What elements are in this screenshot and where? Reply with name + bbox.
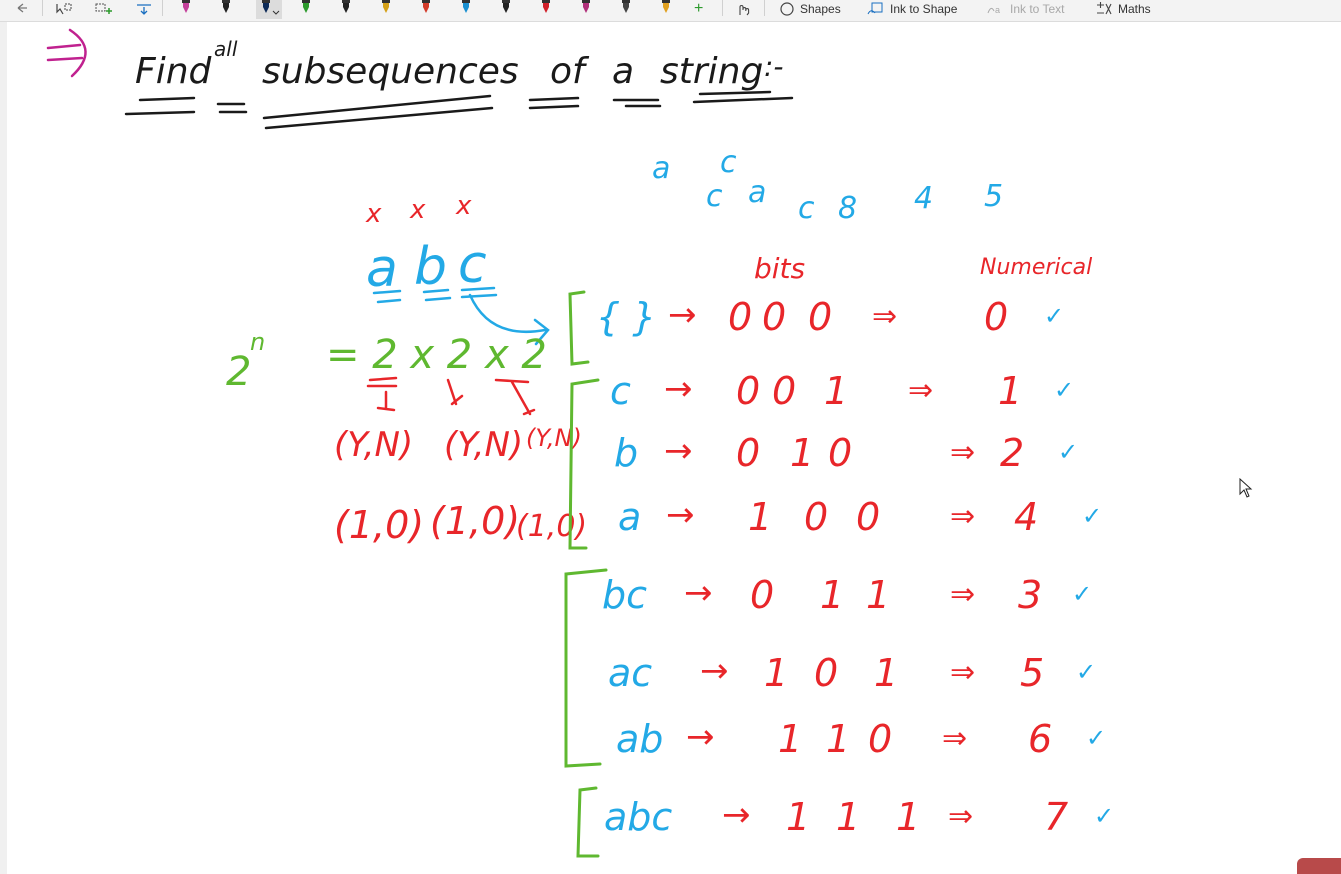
add-space-button[interactable] (94, 0, 116, 18)
svg-text:a: a (995, 5, 1001, 15)
row-subsequence: abc (604, 795, 673, 839)
row-bit: 0 (736, 369, 761, 413)
row-bit: 1 (874, 651, 899, 695)
pen-icon (336, 0, 362, 19)
row-numerical: 7 (1044, 795, 1069, 839)
input-char-c: c (458, 235, 487, 295)
bit-choice-label: (1,0) (334, 503, 425, 547)
presenter-thumbnail (1297, 858, 1341, 874)
row-bit: 1 (820, 573, 845, 617)
ink-to-shape-button[interactable]: Ink to Shape (866, 0, 957, 18)
formula-rhs: = 2 x 2 x 2 (326, 332, 547, 378)
table-row (616, 717, 1106, 761)
pen-3-button[interactable] (256, 0, 282, 18)
row-double-arrow: ⇒ (950, 577, 976, 612)
row-check-icon: ✓ (1082, 502, 1103, 530)
scribble-char: 4 (914, 181, 934, 216)
scribble-char: c (798, 191, 815, 226)
subsequence-table (596, 295, 1114, 839)
row-arrow: → (722, 795, 751, 835)
lasso-select-button[interactable] (54, 0, 74, 18)
insert-space-icon (134, 1, 154, 17)
scribble-char: 8 (838, 191, 858, 226)
cross-mark: x (366, 199, 382, 229)
lasso-select-icon (54, 1, 74, 17)
row-check-icon: ✓ (1086, 724, 1107, 752)
row-check-icon: ✓ (1094, 802, 1115, 830)
row-bit: 0 (814, 651, 839, 695)
pen-13-button[interactable] (656, 0, 682, 18)
scribble-char: a (748, 175, 767, 210)
hand-touch-icon (734, 1, 752, 17)
crosses (365, 191, 472, 229)
pen-2-button[interactable] (216, 0, 242, 18)
row-bit: 1 (896, 795, 921, 839)
add-space-icon (94, 1, 116, 17)
row-double-arrow: ⇒ (950, 499, 976, 534)
input-char-b: b (414, 237, 448, 297)
scribble-char: 5 (984, 179, 1004, 214)
title-underlines (126, 92, 792, 128)
row-bit: 1 (748, 495, 773, 539)
row-bit: 1 (786, 795, 811, 839)
pen-icon (376, 0, 402, 19)
insert-space-button[interactable] (134, 0, 154, 18)
row-double-arrow: ⇒ (942, 721, 968, 756)
group-brackets (566, 292, 606, 856)
undo-button[interactable] (14, 0, 30, 18)
row-arrow: → (666, 495, 695, 535)
row-bit: 0 (808, 295, 833, 339)
row-arrow: → (684, 573, 713, 613)
table-row (596, 295, 1064, 339)
row-numerical: 4 (1014, 495, 1039, 539)
maths-button[interactable]: Maths (1094, 0, 1151, 18)
pen-icon (536, 0, 562, 19)
row-subsequence: c (610, 369, 631, 413)
row-subsequence: b (614, 431, 639, 475)
row-bit: 0 (762, 295, 787, 339)
formula-pointers (368, 378, 534, 414)
row-subsequence: { } (596, 295, 657, 339)
row-bit: 0 (828, 431, 853, 475)
numerical-header: Numerical (980, 255, 1093, 280)
cross-mark: x (456, 191, 472, 221)
row-bit: 1 (826, 717, 851, 761)
row-bit: 1 (824, 369, 849, 413)
pen-10-button[interactable] (536, 0, 562, 18)
bullet-arrow-icon (48, 30, 86, 76)
row-bit: 0 (804, 495, 829, 539)
ink-to-text-icon (986, 1, 1006, 17)
title-word-a: a (612, 51, 635, 92)
row-double-arrow: ⇒ (908, 373, 934, 408)
bit-choice-label: (1,0) (430, 499, 521, 543)
pen-1-button[interactable] (176, 0, 202, 18)
pen-icon (256, 0, 282, 19)
note-canvas[interactable] (0, 22, 1341, 874)
pen-icon (216, 0, 242, 19)
row-bit: 1 (764, 651, 789, 695)
pen-12-button[interactable] (616, 0, 642, 18)
row-subsequence: ab (616, 717, 664, 761)
pen-8-button[interactable] (456, 0, 482, 18)
top-scribble (652, 145, 1003, 226)
row-check-icon: ✓ (1054, 376, 1075, 404)
row-bit: 1 (866, 573, 891, 617)
pen-9-button[interactable] (496, 0, 522, 18)
row-arrow: → (668, 295, 697, 335)
table-row (618, 495, 1102, 539)
scribble-char: c (706, 179, 723, 214)
row-double-arrow: ⇒ (950, 435, 976, 470)
row-bit: 0 (856, 495, 881, 539)
title-word-find: Find (135, 51, 212, 92)
scribble-char: c (720, 145, 737, 180)
row-arrow: → (686, 717, 715, 757)
scribble-char: a (652, 151, 671, 186)
pen-6-button[interactable] (376, 0, 402, 18)
handwritten-note (7, 22, 1341, 874)
formula-base: 2 (226, 349, 252, 395)
row-subsequence: a (618, 495, 642, 539)
title-word-string: string (660, 51, 764, 92)
row-check-icon: ✓ (1072, 580, 1093, 608)
row-subsequence: bc (602, 573, 648, 617)
pen-11-button[interactable] (576, 0, 602, 18)
ink-to-shape-icon (866, 1, 886, 17)
pen-icon (296, 0, 322, 19)
row-check-icon: ✓ (1058, 438, 1079, 466)
row-bit: 1 (836, 795, 861, 839)
one-zero-labels (334, 499, 587, 547)
row-bit: 0 (736, 431, 761, 475)
ink-to-text-button[interactable]: a Ink to Text (986, 0, 1064, 18)
row-numerical: 3 (1018, 573, 1043, 617)
title-word-of: of (550, 51, 585, 92)
table-row (614, 431, 1078, 475)
table-row (608, 651, 1096, 695)
row-numerical: 1 (998, 369, 1023, 413)
yn-label: (Y,N) (334, 425, 414, 465)
row-double-arrow: ⇒ (872, 299, 898, 334)
row-check-icon: ✓ (1044, 302, 1065, 330)
row-bit: 0 (750, 573, 775, 617)
pen-icon (656, 0, 682, 19)
shapes-icon (778, 1, 796, 17)
pen-4-button[interactable] (296, 0, 322, 18)
title-word-subsequences: subsequences (262, 51, 519, 92)
pen-icon (416, 0, 442, 19)
touch-draw-button[interactable] (734, 0, 752, 18)
table-row (602, 573, 1092, 617)
table-row (610, 369, 1074, 413)
input-char-a: a (366, 239, 398, 299)
row-numerical: 6 (1028, 717, 1053, 761)
bit-choice-label: (1,0) (516, 509, 588, 544)
pen-icon (176, 0, 202, 19)
pen-icon (576, 0, 602, 19)
pen-icon (496, 0, 522, 19)
row-arrow: → (664, 369, 693, 409)
row-arrow: → (664, 431, 693, 471)
row-double-arrow: ⇒ (948, 799, 974, 834)
row-numerical: 5 (1020, 651, 1045, 695)
maths-icon (1094, 1, 1114, 17)
row-bit: 0 (772, 369, 797, 413)
mouse-pointer-icon (1239, 478, 1255, 500)
row-subsequence: ac (608, 651, 653, 695)
pen-5-button[interactable] (336, 0, 362, 18)
row-check-icon: ✓ (1076, 658, 1097, 686)
row-arrow: → (700, 651, 729, 691)
pen-7-button[interactable] (416, 0, 442, 18)
row-bit: 0 (728, 295, 753, 339)
pen-icon (616, 0, 642, 19)
row-bit: 0 (868, 717, 893, 761)
row-double-arrow: ⇒ (950, 655, 976, 690)
formula-exponent: n (250, 328, 266, 356)
table-row (604, 795, 1114, 839)
title-word-all: all (214, 37, 238, 61)
row-bit: 1 (790, 431, 815, 475)
cross-mark: x (410, 195, 426, 225)
yes-no-labels (334, 424, 582, 465)
pen-icon (456, 0, 482, 19)
add-pen-button[interactable]: + (694, 0, 704, 17)
bits-header: bits (754, 252, 806, 285)
title-colon-dash: :- (764, 50, 784, 83)
row-numerical: 0 (984, 295, 1009, 339)
row-bit: 1 (778, 717, 803, 761)
yn-label: (Y,N) (444, 425, 524, 465)
yn-label: (Y,N) (526, 424, 582, 452)
shapes-button[interactable]: Shapes (778, 0, 841, 18)
row-numerical: 2 (1000, 431, 1025, 475)
undo-icon (14, 1, 30, 17)
ink-toolbar (0, 0, 1341, 22)
